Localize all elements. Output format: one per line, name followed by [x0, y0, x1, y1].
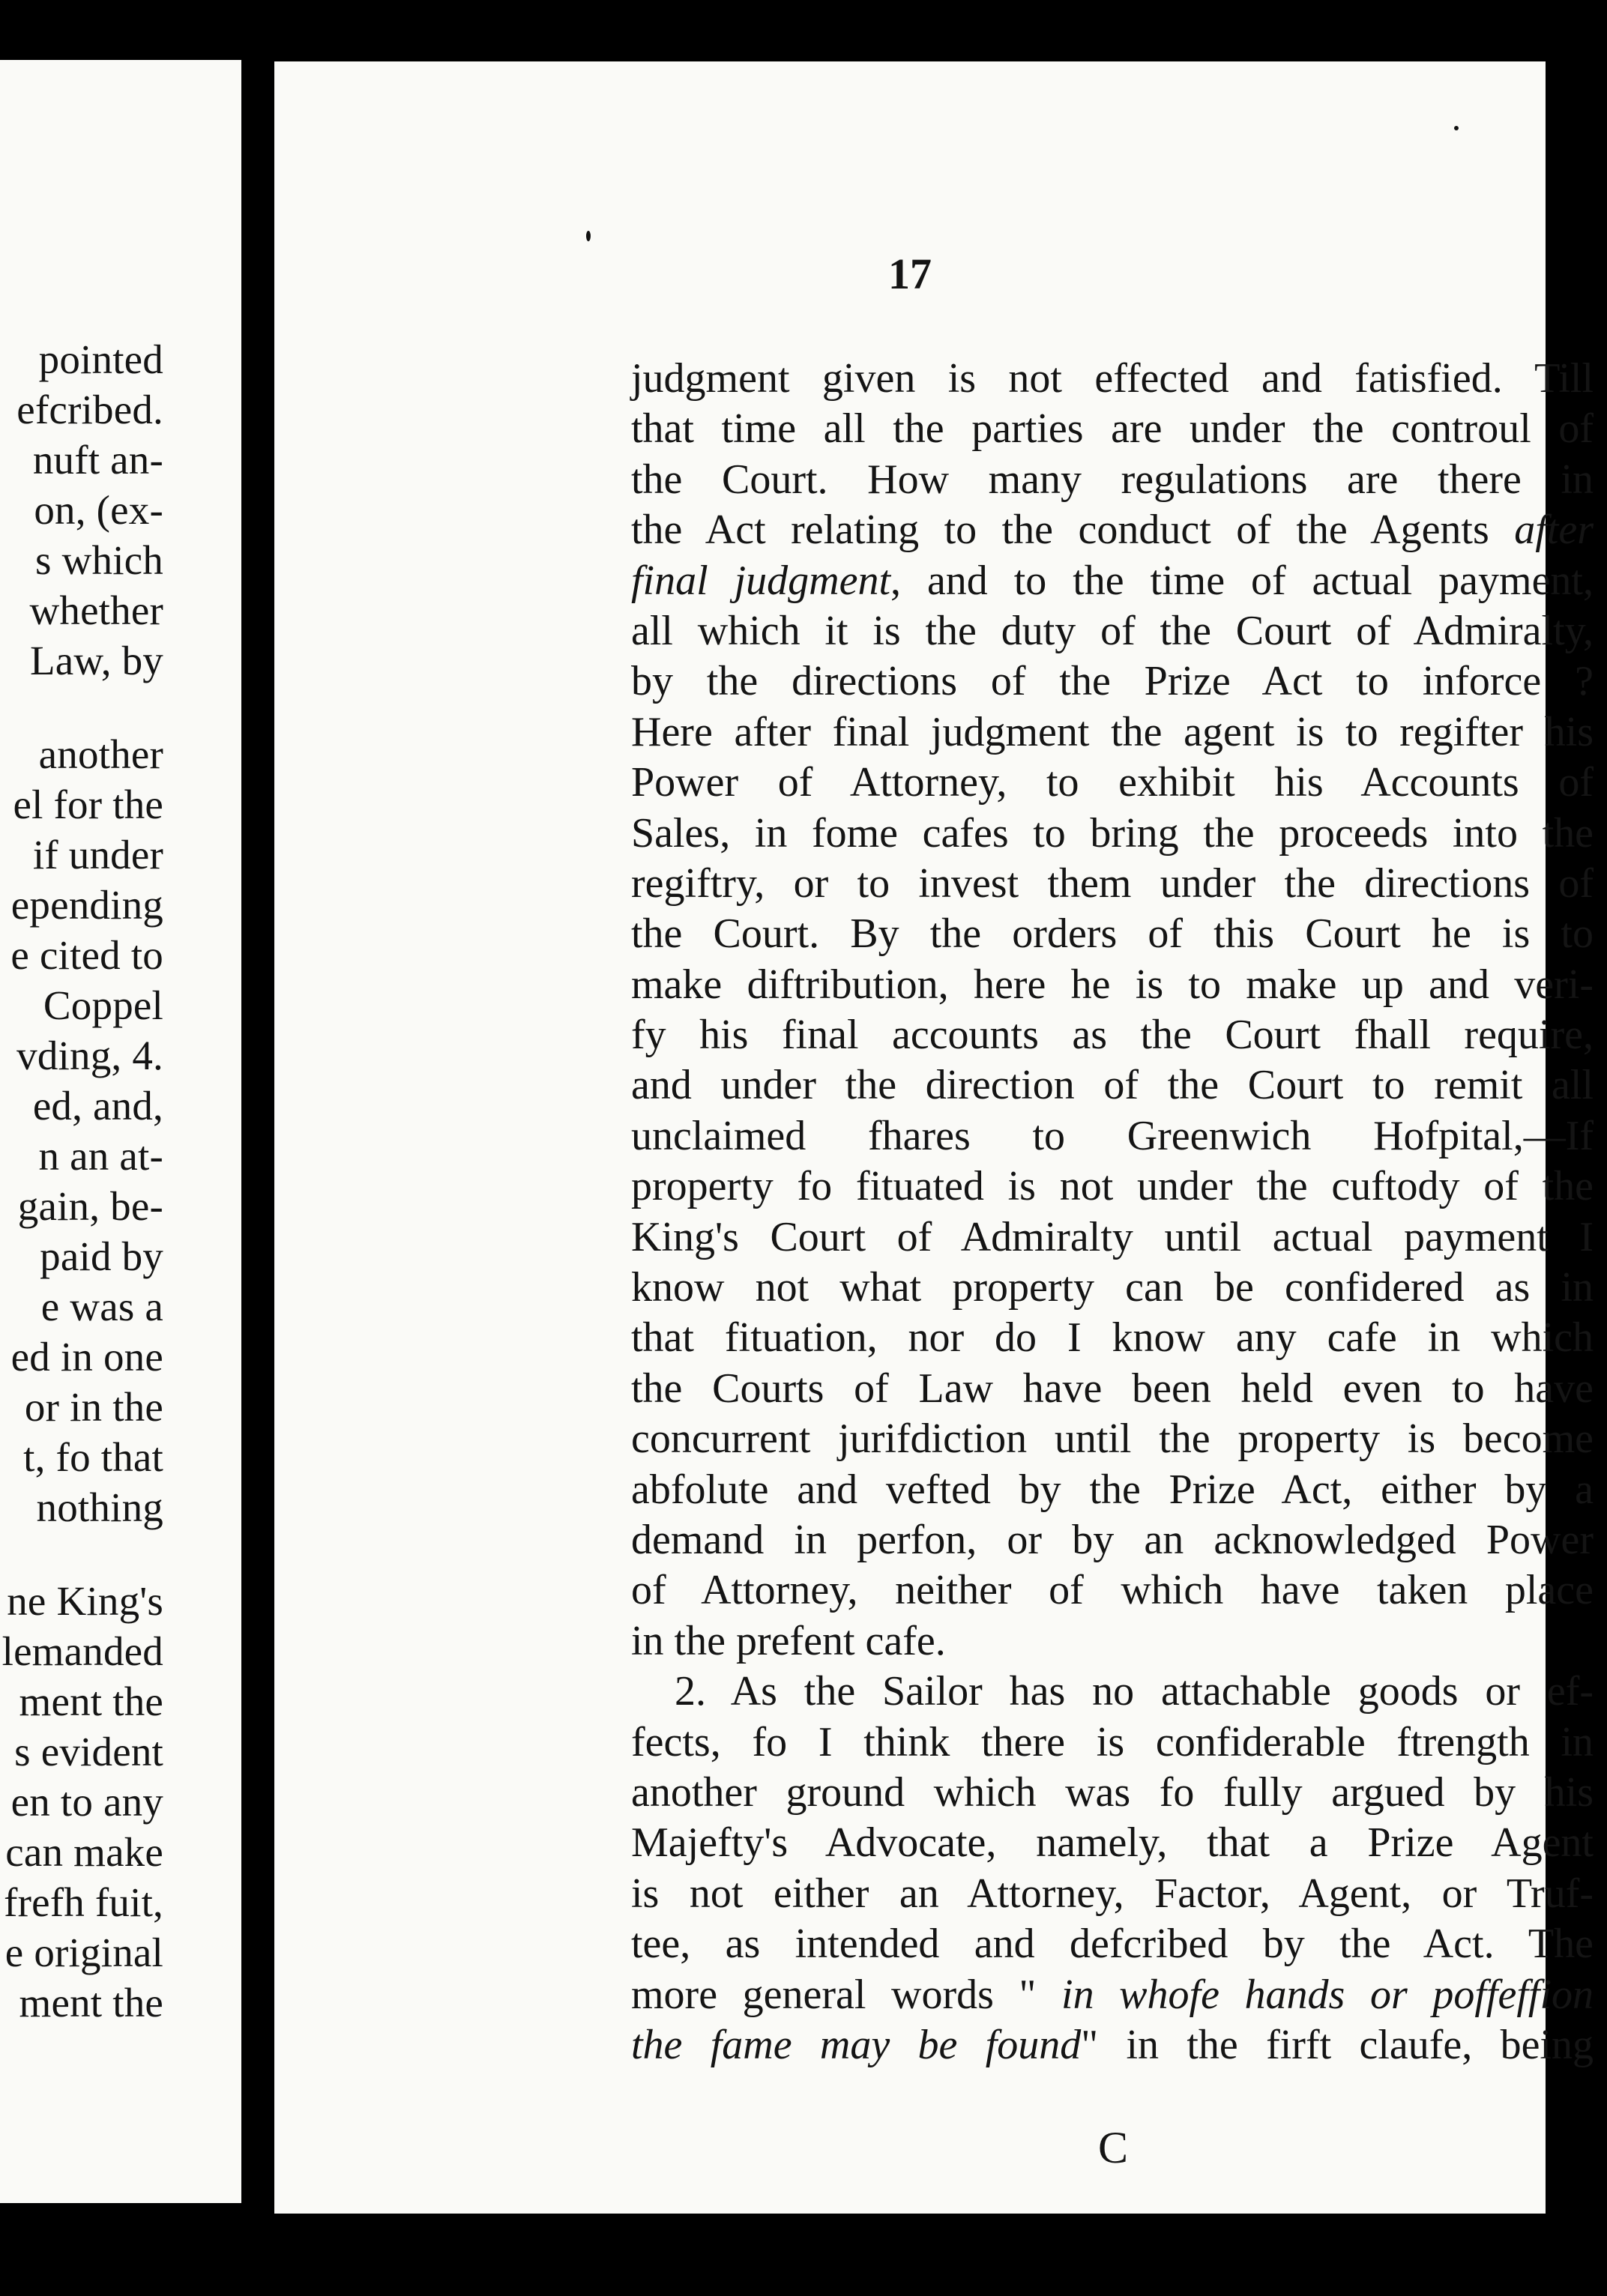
left-line: pointed — [38, 336, 163, 382]
text-line: is not either an Attorney, Factor, Agent, or Truf- — [631, 1870, 1594, 1917]
text-line: Here after final judgment the agent is to regifter his — [631, 708, 1594, 755]
text-line: the Court. By the orders of this Court he is to — [631, 910, 1594, 958]
text-line: more general words " in whofe hands or poffeffion — [631, 1971, 1594, 2018]
left-line: vding, 4. — [16, 1033, 163, 1078]
text-line: Majefty's Advocate, namely, that a Prize Agent — [631, 1819, 1594, 1867]
text-line: 2. As the Sailor has no attachable goods or ef- — [675, 1668, 1594, 1715]
left-line: Coppel — [43, 982, 163, 1028]
text-line: King's Court of Admiralty until actual payment I — [631, 1213, 1594, 1260]
left-line: t, fo that — [23, 1434, 163, 1480]
scan-speck — [1454, 126, 1459, 130]
text-line: fects, fo I think there is confiderable ftrength in — [631, 1718, 1594, 1765]
scan-speck — [586, 231, 591, 241]
text-line: Power of Attorney, to exhibit his Accounts of — [631, 759, 1594, 806]
left-line: or in the — [24, 1384, 163, 1430]
text-line: and under the direction of the Court to remit all — [631, 1062, 1594, 1109]
left-line: on, (ex- — [34, 487, 163, 533]
left-line: nuft an- — [32, 437, 163, 483]
text-line: property fo fituated is not under the cuftody of the — [631, 1163, 1594, 1210]
left-line: ne King's — [7, 1578, 163, 1624]
text-line: that time all the parties are under the controul of — [631, 405, 1594, 453]
page-number: 17 — [888, 250, 932, 298]
left-line: e cited to — [10, 932, 163, 978]
body-text — [631, 354, 1594, 2070]
left-line: nothing — [36, 1484, 163, 1530]
text-line: in the prefent cafe. — [631, 1617, 946, 1664]
left-line: Law, by — [29, 638, 163, 683]
text-line: another ground which was fo fully argued by his — [631, 1768, 1594, 1816]
text-line: tee, as intended and defcribed by the Act. The — [631, 1921, 1594, 1968]
left-line: en to any — [10, 1779, 163, 1825]
left-page-fragment — [0, 60, 241, 2203]
text-line: that fituation, nor do I know any cafe in which — [631, 1314, 1594, 1362]
left-line: s evident — [14, 1729, 163, 1774]
text-line: regiftry, or to invest them under the directions of — [631, 860, 1594, 907]
text-line: know not what property can be confidered as in — [631, 1264, 1594, 1311]
text-line: the fame may be found" in the firft claufe, being — [631, 2021, 1594, 2068]
text-line: fy his final accounts as the Court fhall require, — [631, 1012, 1594, 1059]
text-line: all which it is the duty of the Court of Admiralty, — [631, 607, 1594, 654]
left-line: n an at- — [38, 1133, 163, 1179]
text-line: demand in perfon, or by an acknowledged Power — [631, 1516, 1594, 1563]
left-line: can make — [5, 1829, 163, 1875]
right-page — [274, 61, 1594, 2214]
left-line: e was a — [40, 1284, 163, 1329]
text-line: the Court. How many regulations are there in — [631, 456, 1594, 503]
left-line: ed in one — [10, 1334, 163, 1380]
left-line: frefh fuit, — [4, 1879, 163, 1925]
text-line: concurrent jurifdiction until the property is become — [631, 1416, 1594, 1463]
left-line: el for the — [13, 782, 163, 827]
text-line: by the directions of the Prize Act to inforce ? — [631, 658, 1594, 705]
left-line: ment the — [19, 1980, 163, 2025]
catchword: C — [1098, 2123, 1129, 2172]
left-line: gain, be- — [17, 1183, 163, 1229]
text-line: judgment given is not effected and fatisfied. Till — [631, 355, 1594, 402]
text-line: unclaimed fhares to Greenwich Hofpital,—If — [631, 1112, 1594, 1159]
text-line: abfolute and vefted by the Prize Act, either by a — [631, 1466, 1594, 1513]
left-line: ment the — [19, 1679, 163, 1724]
text-line: make diftribution, here he is to make up and veri- — [631, 961, 1594, 1008]
left-line: another — [38, 731, 163, 777]
text-line: of Attorney, neither of which have taken place — [631, 1567, 1594, 1614]
left-line: ed, and, — [32, 1083, 163, 1129]
left-line: s which — [35, 537, 163, 583]
text-line: the Act relating to the conduct of the Agents after — [631, 507, 1594, 554]
left-line: whether — [29, 587, 163, 633]
left-line: paid by — [40, 1233, 163, 1279]
left-line: if under — [32, 832, 163, 877]
text-line: the Courts of Law have been held even to have — [631, 1365, 1594, 1412]
left-line: e original — [4, 1930, 163, 1975]
text-line: Sales, in fome cafes to bring the proceeds into the — [631, 809, 1594, 857]
left-line: epending — [10, 882, 163, 928]
text-line: final judgment, and to the time of actual payment, — [631, 557, 1594, 604]
left-line: efcribed. — [16, 387, 163, 432]
left-line: lemanded — [1, 1628, 163, 1674]
